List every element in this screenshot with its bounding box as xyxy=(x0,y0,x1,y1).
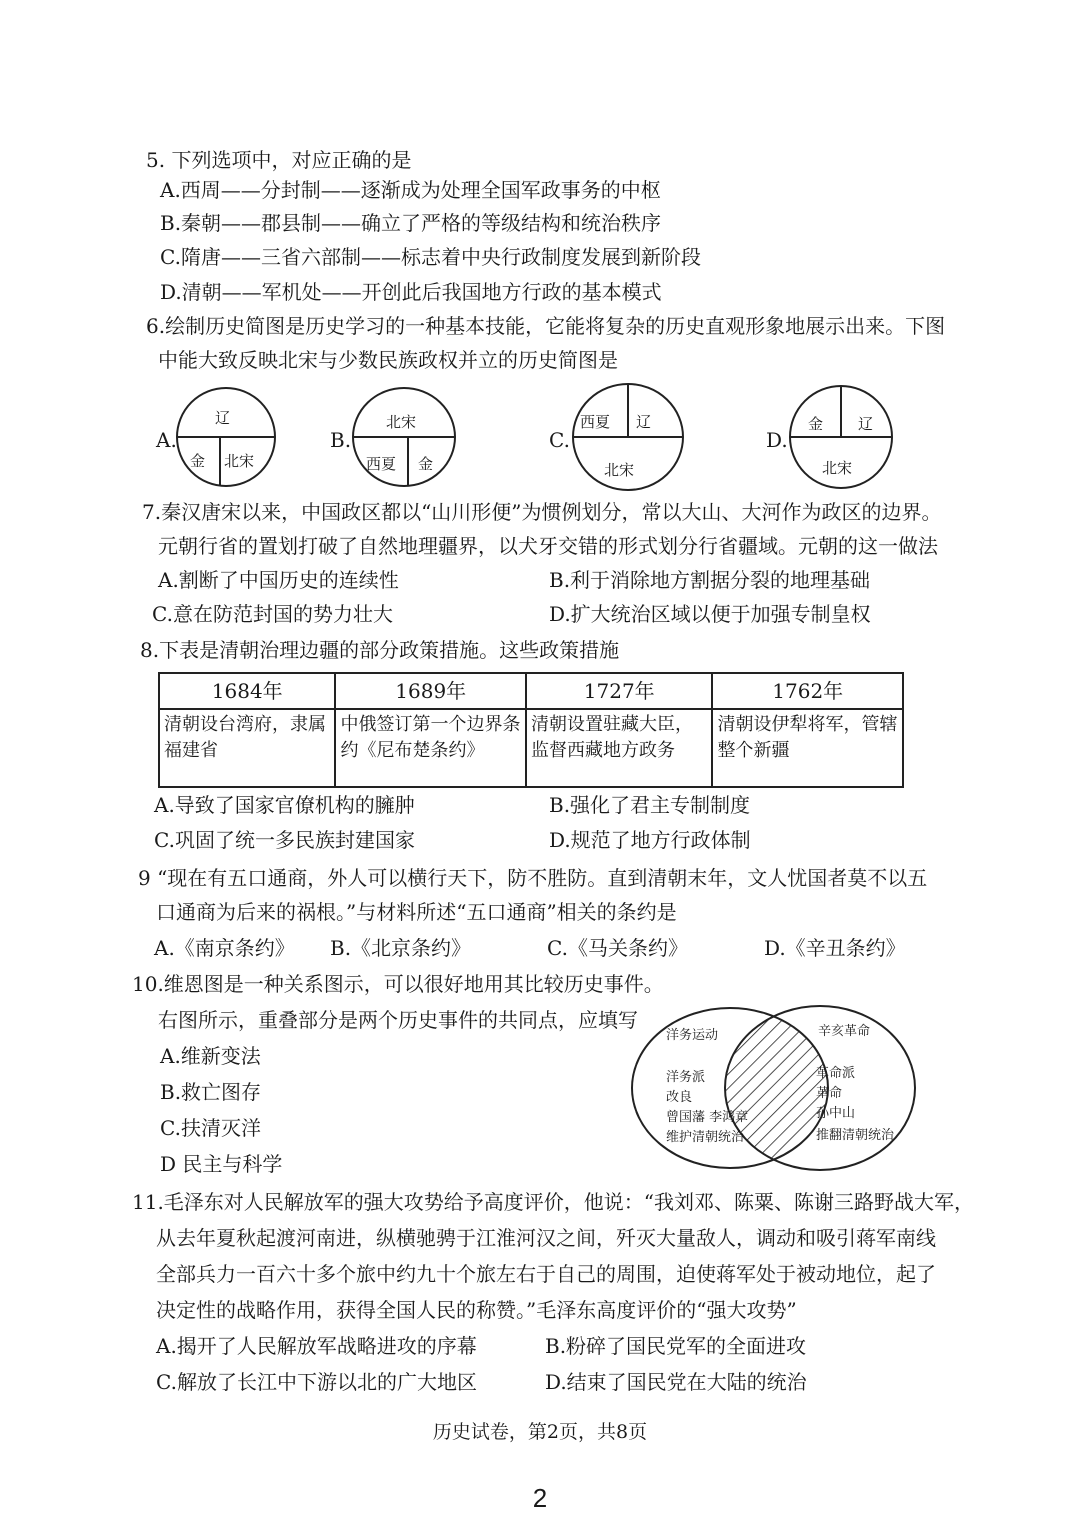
q6-a-label-left: 金 xyxy=(190,452,206,470)
table-cell: 中俄签订第一个边界条约《尼布楚条约》 xyxy=(335,709,526,787)
venn-left-line: 曾国藩 李鸿章 xyxy=(666,1110,749,1125)
q7-option-c: C.意在防范封国的势力壮大 xyxy=(152,602,393,626)
q8-stem: 8.下表是清朝治理边疆的部分政策措施。这些政策措施 xyxy=(140,638,620,662)
q9-stem-line1: 9 “现在有五口通商，外人可以横行天下，防不胜防。直到清朝末年，文人忧国者莫不以五 xyxy=(138,866,928,890)
q11-option-d: D.结束了国民党在大陆的统治 xyxy=(545,1370,807,1394)
q10-option-b: B.救亡图存 xyxy=(160,1080,262,1104)
table-header: 1762年 xyxy=(712,673,903,709)
q7-stem-line1: 7.秦汉唐宋以来，中国政区都以“山川形便”为惯例划分，常以大山、大河作为政区的边界。 xyxy=(142,500,942,524)
q9-option-c: C.《马关条约》 xyxy=(547,936,688,960)
q11-option-c: C.解放了长江中下游以北的广大地区 xyxy=(156,1370,477,1394)
page-number: 2 xyxy=(532,1483,548,1513)
q6-diagram-d-letter: D. xyxy=(766,428,788,452)
venn-right-line: 孙中山 xyxy=(816,1106,856,1121)
q9-option-d: D.《辛丑条约》 xyxy=(764,936,906,960)
q6-b-label-top: 北宋 xyxy=(386,413,417,431)
q8-option-b: B.强化了君主专制制度 xyxy=(549,793,751,817)
q6-diagram-a-letter: A. xyxy=(156,428,177,452)
q9-option-b: B.《北京条约》 xyxy=(330,936,472,960)
venn-left-line: 维护清朝统治 xyxy=(666,1130,745,1145)
q5-option-c: C.隋唐——三省六部制——标志着中央行政制度发展到新阶段 xyxy=(160,245,701,269)
q6-c-label-top-left: 西夏 xyxy=(580,413,611,431)
q7-option-b: B.利于消除地方割据分裂的地理基础 xyxy=(549,568,871,592)
q11-stem-line3: 全部兵力一百六十多个旅中约九十个旅左右于自己的周围，迫使蒋军处于被动地位，起了 xyxy=(156,1262,936,1286)
table-header: 1689年 xyxy=(335,673,526,709)
q9-stem-line2: 口通商为后来的祸根。”与材料所述“五口通商”相关的条约是 xyxy=(156,900,677,924)
q6-stem-line2: 中能大致反映北宋与少数民族政权并立的历史简图是 xyxy=(158,348,618,372)
page-footer: 历史试卷，第2页，共8页 xyxy=(432,1421,648,1443)
q5-option-b: B.秦朝——郡县制——确立了严格的等级结构和统治秩序 xyxy=(160,211,662,235)
q8-policy-table xyxy=(158,672,904,788)
q6-c-label-top-right: 辽 xyxy=(636,413,652,431)
table-cell: 清朝设置驻藏大臣，监督西藏地方政务 xyxy=(526,709,713,787)
q6-d-label-bottom: 北宋 xyxy=(822,459,853,477)
table-header-row xyxy=(159,673,903,709)
venn-left-line: 洋务派 xyxy=(666,1070,706,1085)
q11-option-b: B.粉碎了国民党军的全面进攻 xyxy=(545,1334,807,1358)
q11-stem-line4: 决定性的战略作用，获得全国人民的称赞。”毛泽东高度评价的“强大攻势” xyxy=(156,1298,797,1322)
q10-stem-line2: 右图所示，重叠部分是两个历史事件的共同点，应填写 xyxy=(158,1008,638,1032)
q8-option-d: D.规范了地方行政体制 xyxy=(549,828,751,852)
q5-stem: 5. 下列选项中，对应正确的是 xyxy=(146,148,412,172)
q7-option-d: D.扩大统治区域以便于加强专制皇权 xyxy=(549,602,871,626)
q6-a-label-right: 北宋 xyxy=(224,452,255,470)
q11-option-a: A.揭开了人民解放军战略进攻的序幕 xyxy=(156,1334,477,1358)
venn-right-line: 革命 xyxy=(816,1086,843,1101)
q5-option-a: A.西周——分封制——逐渐成为处理全国军政事务的中枢 xyxy=(160,178,661,202)
q9-option-a: A.《南京条约》 xyxy=(154,936,295,960)
q11-stem-line2: 从去年夏秋起渡河南进，纵横驰骋于江淮河汉之间，歼灭大量敌人，调动和吸引蒋军南线 xyxy=(156,1226,936,1250)
q11-stem-line1: 11.毛泽东对人民解放军的强大攻势给予高度评价，他说：“我刘邓、陈粟、陈谢三路野战大军， xyxy=(132,1190,975,1214)
q7-stem-line2: 元朝行省的置划打破了自然地理疆界，以犬牙交错的形式划分行省疆域。元朝的这一做法 xyxy=(158,534,938,558)
q10-option-d: D 民主与科学 xyxy=(160,1152,283,1176)
table-row xyxy=(159,709,903,787)
table-cell: 清朝设台湾府，隶属福建省 xyxy=(159,709,335,787)
q8-option-c: C.巩固了统一多民族封建国家 xyxy=(154,828,415,852)
q6-d-label-top-left: 金 xyxy=(808,415,824,433)
table-header: 1727年 xyxy=(526,673,713,709)
q6-a-label-top: 辽 xyxy=(215,409,231,427)
venn-right-line: 革命派 xyxy=(816,1066,856,1081)
q6-b-label-right: 金 xyxy=(418,455,434,473)
q6-d-label-top-right: 辽 xyxy=(858,415,874,433)
table-header: 1684年 xyxy=(159,673,335,709)
q8-option-a: A.导致了国家官僚机构的臃肿 xyxy=(154,793,415,817)
q10-option-c: C.扶清灭洋 xyxy=(160,1116,261,1140)
q6-c-label-bottom: 北宋 xyxy=(604,461,635,479)
table-cell: 清朝设伊犁将军，管辖整个新疆 xyxy=(712,709,903,787)
q7-option-a: A.割断了中国历史的连续性 xyxy=(158,568,399,592)
venn-left-line: 改良 xyxy=(666,1090,693,1105)
q10-stem-line1: 10.维恩图是一种关系图示，可以很好地用其比较历史事件。 xyxy=(132,972,664,996)
q6-b-label-left: 西夏 xyxy=(366,455,397,473)
venn-right-title: 辛亥革命 xyxy=(818,1024,871,1039)
q6-diagram-b-letter: B. xyxy=(330,428,352,452)
q10-option-a: A.维新变法 xyxy=(160,1044,261,1068)
q6-diagram-c-letter: C. xyxy=(549,428,570,452)
venn-left-title: 洋务运动 xyxy=(666,1028,719,1043)
q6-stem-line1: 6.绘制历史简图是历史学习的一种基本技能，它能将复杂的历史直观形象地展示出来。下图 xyxy=(146,314,946,338)
venn-right-line: 推翻清朝统治 xyxy=(816,1128,895,1143)
q5-option-d: D.清朝——军机处——开创此后我国地方行政的基本模式 xyxy=(160,280,662,304)
